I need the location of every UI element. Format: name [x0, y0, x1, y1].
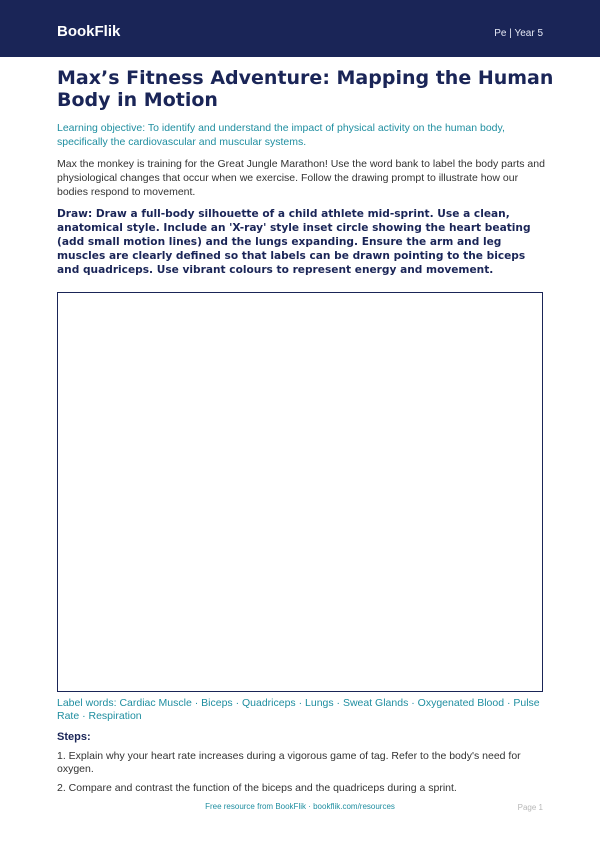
steps-list [57, 750, 557, 801]
label-word-bank: Label words: Cardiac Muscle · Biceps · Quadriceps · Lungs · Sweat Glands · Oxygenated Blood · Pulse Rate · Respiration [57, 697, 540, 722]
intro-text: Max the monkey is training for the Great Jungle Marathon! Use the word bank to label the body parts and physiological changes that occur when we exercise. Follow the drawing prompt to illustrate how our bodies respond to movement. [57, 158, 545, 198]
page-number: Page 1 [517, 803, 543, 812]
header-bar [0, 0, 600, 57]
drawing-area[interactable] [57, 292, 543, 692]
steps-heading: Steps: [57, 731, 91, 743]
drawing-prompt: Draw: Draw a full-body silhouette of a child athlete mid-sprint. Use a clean, anatomical style. Include an 'X-ray' style inset circle showing the heart beating (add small motion lines) and the lungs expanding. Ensure the arm and leg muscles are clearly defined so that labels can be drawn pointing to the biceps and quadriceps. Use vibrant colours to represent energy and movement. [57, 208, 531, 276]
learning-objective: Learning objective: To identify and understand the impact of physical activity on the human body, specifically the cardiovascular and muscular systems. [57, 122, 505, 148]
step-item: 1. Explain why your heart rate increases during a vigorous game of tag. Refer to the body's need for oxygen. [57, 750, 521, 775]
subject-year-label: Pe | Year 5 [494, 28, 543, 39]
step-item: 2. Compare and contrast the function of the biceps and the quadriceps during a sprint. [57, 782, 457, 794]
brand-logo[interactable]: BookFlik [57, 23, 121, 40]
footer-link[interactable]: Free resource from BookFlik · bookflik.com/resources [205, 802, 395, 811]
page-title: Max’s Fitness Adventure: Mapping the Human Body in Motion [57, 67, 554, 111]
